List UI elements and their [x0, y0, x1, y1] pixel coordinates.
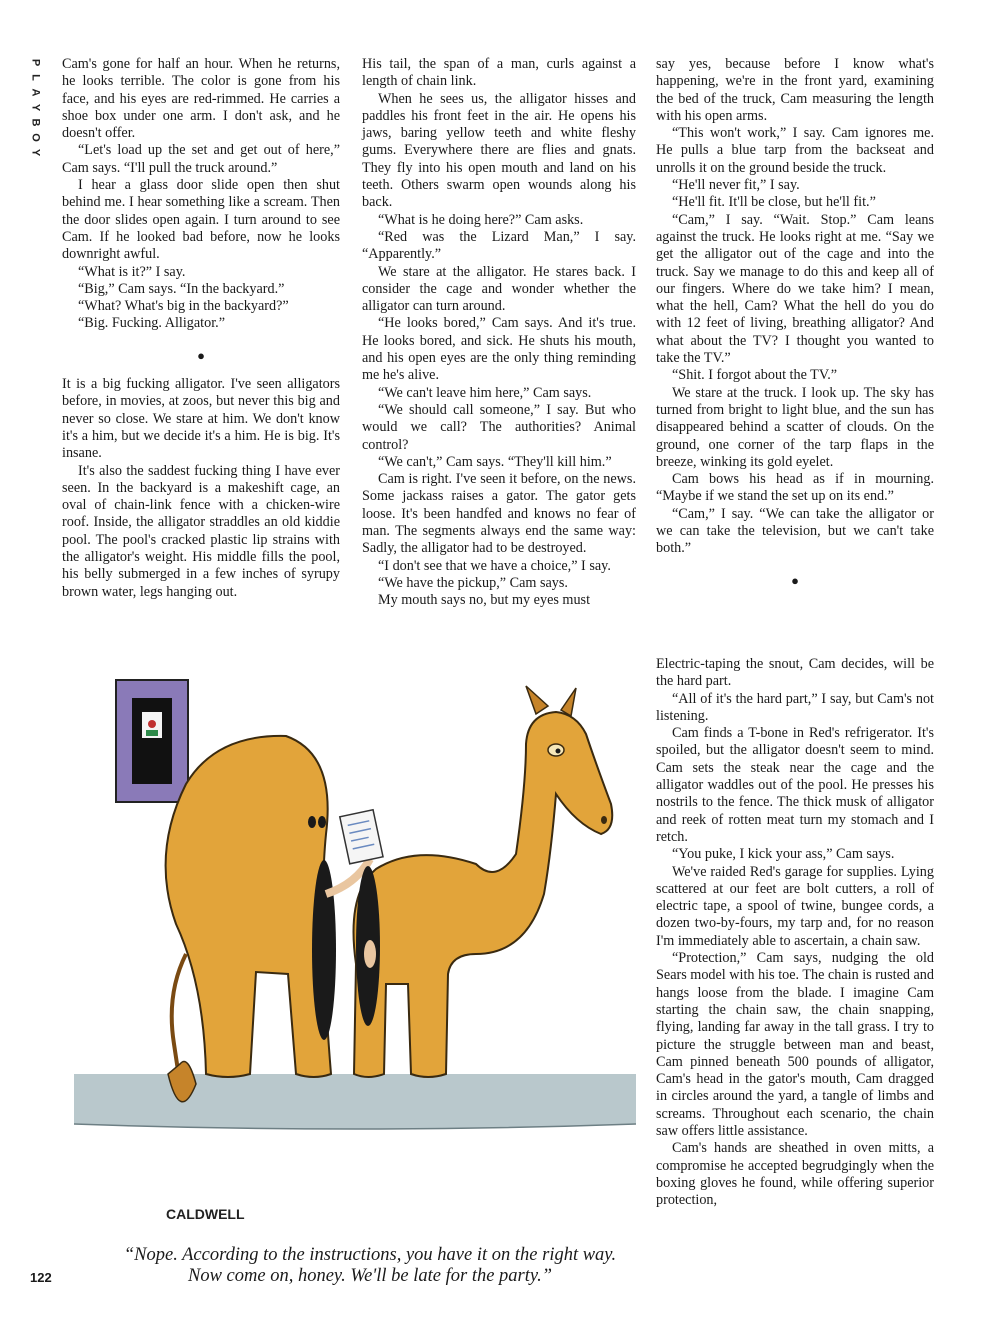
paragraph: “We can't leave him here,” Cam says.	[378, 384, 592, 401]
paragraph: Cam finds a T-bone in Red's refrigerator. It's spoiled, but the alligator doesn't seem to mind. Cam sets the steak near the cage and the alligator waddles out of the pool. He presses his nostrils to the fence. The thick musk of alligator and reek of rotten meat turn my stomach and I retch.	[656, 725, 934, 845]
paragraph: “Cam,” I say. “We can take the alligator or we can take the television, but we can't take both.”	[656, 505, 934, 557]
paragraph: It is a big fucking alligator. I've seen alligators before, in movies, at zoos, but never this big and never so close. We stare at him. We don't know it's a him, but we decide it's a him. He is big. It's insane.	[62, 376, 340, 462]
paragraph: “We can't,” Cam says. “They'll kill him.”	[378, 453, 612, 470]
camel-rear-half	[166, 736, 383, 1102]
cartoonist-signature: CALDWELL	[166, 1206, 245, 1222]
paragraph: We've raided Red's garage for supplies. Lying scattered at our feet are bolt cutters, a roll of electric tape, a spool of twine, bungee cords, a dozen two-by-fours, my tarp and, for no reason I'm immediately able to ascertain, a chain saw.	[656, 863, 934, 949]
paragraph: I hear a glass door slide open then shut behind me. I hear something like a scream. Then the door slides open again. I turn around to see Cam. If he looked bad before, now he looks downright awful.	[62, 177, 340, 263]
paragraph: “Shit. I forgot about the TV.”	[672, 367, 838, 384]
magazine-name-letter: L	[29, 74, 42, 81]
magazine-name-letter: O	[29, 133, 42, 142]
caption-line-2: Now come on, honey. We'll be late for the party.”	[188, 1266, 552, 1286]
paragraph: “Big,” Cam says. “In the backyard.”	[78, 280, 285, 297]
section-separator: ●	[197, 347, 205, 363]
magazine-name-letter: B	[29, 118, 42, 127]
text-column-3	[656, 56, 934, 601]
paragraph: “You puke, I kick your ass,” Cam says.	[672, 846, 895, 863]
text-column-2	[362, 56, 636, 610]
magazine-name-letter: A	[29, 88, 42, 97]
paragraph: Cam is right. I've seen it before, on the news. Some jackass raises a gator. The gator gets loose. It's been handfed and knows no fear of man. The segments always end the same way: Sadly, the alligator had to be destroyed.	[362, 471, 636, 557]
magazine-name-vertical	[26, 55, 42, 160]
section-separator: ●	[791, 572, 799, 588]
magazine-name-letter: Y	[29, 103, 42, 112]
paragraph: “He'll fit. It'll be close, but he'll fit.”	[672, 194, 876, 211]
instructions-paper-icon	[340, 810, 383, 864]
paragraph: “All of it's the hard part,” I say, but Cam's not listening.	[656, 690, 934, 724]
paragraph: “What is he doing here?” Cam asks.	[378, 211, 584, 228]
paragraph: “What? What's big in the backyard?”	[78, 298, 289, 315]
paragraph: “We should call someone,” I say. But who would we call? The authorities? Animal control?	[362, 401, 636, 453]
paragraph: We stare at the truck. I look up. The sky has turned from bright to light blue, and the sun has disappeared behind a scatter of clouds. On the ground, one corner of the tarp flaps in the breeze, winking its gold eyelet.	[656, 384, 934, 470]
paragraph: say yes, because before I know what's happening, we're in the front yard, examining the bed of the truck, Cam measuring the length with his open arms.	[656, 56, 934, 124]
paragraph: We stare at the alligator. He stares back. I consider the cage and wonder whether the alligator can turn around.	[362, 263, 636, 315]
cartoon-floor	[74, 1074, 636, 1129]
paragraph: Cam bows his head as if in mourning. “Maybe if we stand the set up on its end.”	[656, 471, 934, 505]
paragraph: “Cam,” I say. “Wait. Stop.” Cam leans against the truck. He looks right at me. “Say we get the alligator out of the cage and into the truck. Say we manage to do this and keep all of our fingers. Where do we take him? I mean, what the hell, Cam? What the hell do you do with 12 feet of living, breathing alligator? And what about the TV? I thought you wanted to take the TV.”	[656, 211, 934, 367]
magazine-name-letter: P	[29, 58, 42, 67]
framed-picture-icon	[116, 680, 188, 802]
camel-front-half	[354, 686, 613, 1077]
paragraph: It's also the saddest fucking thing I have ever seen. In the backyard is a makeshift cage, an oval of chain-link fence with a chicken-wire roof. Inside, the alligator straddles an old kiddie pool. The pool's cracked plastic lip strains with the alligator's weight. His middle fills the pool, his belly submerged in a few inches of syrupy brown water, legs hanging out.	[62, 462, 340, 600]
paragraph: Cam's gone for half an hour. When he returns, he looks terrible. The color is gone from his face, and his eyes are red-rimmed. He carries a shoe box under one arm. I don't ask, and he doesn't offer.	[62, 56, 340, 142]
caption-line-1: “Nope. According to the instructions, you have it on the right way.	[123, 1245, 617, 1265]
paragraph: “Big. Fucking. Alligator.”	[78, 315, 225, 332]
paragraph: “He looks bored,” Cam says. And it's true. He looks bored, and sick. He shuts his mouth, and his open eyes are the only thing reminding me he's alive.	[362, 315, 636, 384]
paragraph: Electric-taping the snout, Cam decides, will be the hard part.	[656, 656, 934, 690]
paragraph: My mouth says no, but my eyes must	[378, 592, 591, 609]
camel-costume-cartoon	[56, 654, 644, 1244]
paragraph: “He'll never fit,” I say.	[672, 177, 800, 194]
paragraph: “I don't see that we have a choice,” I say.	[378, 557, 611, 574]
paragraph: When he sees us, the alligator hisses and paddles his front feet in the air. He opens his jaws, baring yellow teeth and white fleshy gums. Everywhere there are flies and gnats. They fly into his open mouth and land on his teeth. Others swarm open wounds along his back.	[362, 90, 636, 211]
paragraph: “We have the pickup,” Cam says.	[378, 574, 568, 591]
paragraph: “What is it?” I say.	[78, 263, 186, 280]
paragraph: Cam's hands are sheathed in oven mitts, a compromise he accepted begrudgingly when the boxing gloves he found, while offering superior protection,	[656, 1140, 934, 1209]
cartoon-caption	[110, 1245, 630, 1287]
text-column-1	[62, 56, 340, 601]
page-number: 122	[30, 1270, 52, 1285]
paragraph: His tail, the span of a man, curls against a length of chain link.	[362, 56, 636, 90]
paragraph: “Let's load up the set and get out of here,” Cam says. “I'll pull the truck around.”	[62, 142, 340, 176]
magazine-name-letter: Y	[29, 148, 42, 157]
paragraph: “Protection,” Cam says, nudging the old Sears model with his toe. The chain is rusted and hangs loose from the blade. I imagine Cam starting the chain saw, the chain snapping, flying, landing far away in the tall grass. I try to picture the struggle between man and beast, Cam pinned beneath 500 pounds of alligator, Cam's head in the gator's mouth, Cam dragged in circles around the yard, a tangle of limbs and screams. Throughout each scenario, the chain saw offers little assistance.	[656, 950, 934, 1140]
text-column-4	[656, 656, 934, 1210]
paragraph: “This won't work,” I say. Cam ignores me. He pulls a blue tarp from the backseat and unrolls it on the ground beside the truck.	[656, 125, 934, 176]
paragraph: “Red was the Lizard Man,” I say. “Apparently.”	[362, 228, 636, 263]
